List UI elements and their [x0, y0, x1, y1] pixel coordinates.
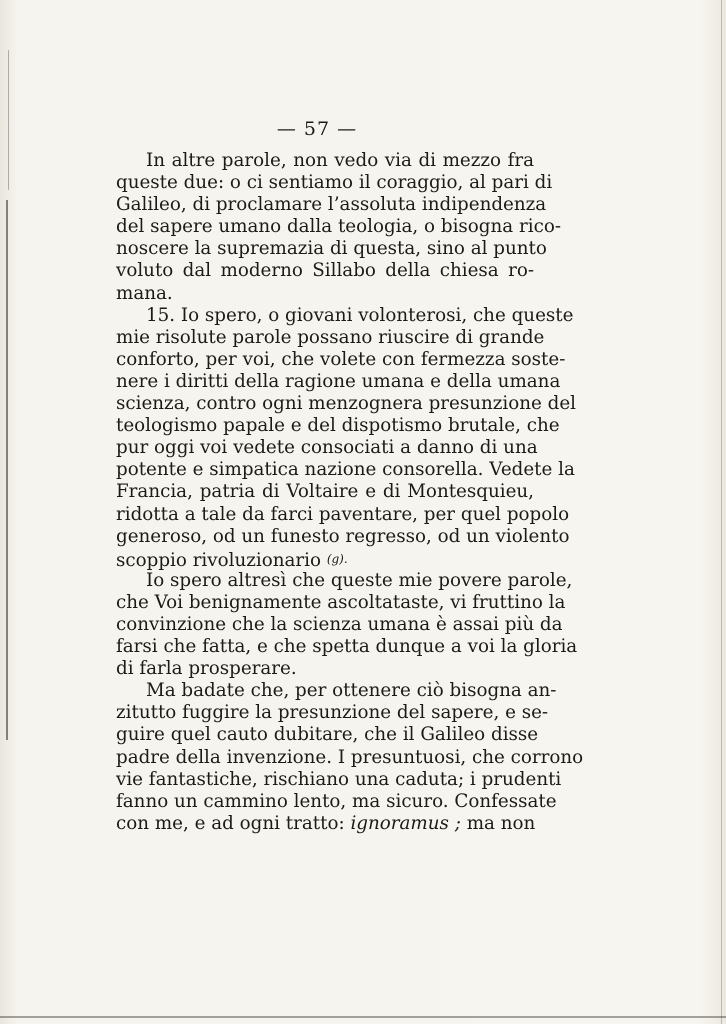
text-line: padre della invenzione. I presuntuosi, che corrono — [116, 746, 584, 768]
text-line: generoso, od un funesto regresso, od un violento — [116, 525, 570, 547]
text-line-part: ma non — [466, 812, 536, 834]
text-line: teologismo papale e del dispotismo brutale, che — [116, 415, 560, 437]
text-line: 15. Io spero, o giovani volonterosi, che queste — [146, 304, 574, 326]
text-line: farsi che fatta, e che spetta dunque a voi la gloria — [116, 636, 578, 658]
text-line: mie risolute parole possano riuscire di grande — [116, 326, 545, 348]
text-line: conforto, per voi, che volete con fermezza soste- — [116, 348, 566, 370]
text-line: guire quel cauto dubitare, che il Galileo disse — [116, 724, 539, 746]
italic-word: ignoramus ; — [350, 812, 461, 834]
text-line: noscere la supremazia di questa, sino al punto — [116, 238, 547, 260]
text-line: In altre parole, non vedo via di mezzo fra — [146, 150, 534, 171]
text-line: di farla prosperare. — [116, 658, 297, 680]
page-number: — 57 — — [276, 118, 358, 140]
text-line: voluto dal moderno Sillabo della chiesa ro- — [116, 260, 534, 282]
text-line: potente e simpatica nazione consorella. Vedete la — [116, 459, 575, 481]
text-line — [116, 813, 534, 835]
text-line: pur oggi voi vedete consociati a danno di una — [116, 437, 538, 459]
text-line: vie fantastiche, rischiano una caduta; i prudenti — [116, 768, 562, 790]
text-line: convinzione che la scienza umana è assai più da — [116, 613, 563, 635]
text-line: fanno un cammino lento, ma sicuro. Confessate — [116, 790, 557, 812]
footnote-reference: (g). — [326, 551, 348, 566]
text-line: nere i diritti della ragione umana e della umana — [116, 370, 561, 392]
text-line — [116, 548, 534, 570]
text-line: Io spero altresì che queste mie povere parole, — [146, 569, 573, 591]
text-line-part: con me, e ad ogni tratto: — [116, 812, 345, 834]
text-line: del sapere umano dalla teologia, o bisogna rico- — [116, 216, 561, 238]
page-edge-right — [721, 0, 722, 1024]
text-line: queste due: o ci sentiamo il coraggio, al pari di — [116, 172, 553, 194]
page-edge-bottom — [0, 1016, 726, 1018]
text-line: zitutto fuggire la presunzione del sapere, e se- — [116, 702, 549, 724]
text-line: Francia, patria di Voltaire e di Montesquieu, — [116, 481, 534, 503]
text-line: Galileo, di proclamare l’assoluta indipendenza — [116, 194, 547, 216]
body-text — [116, 150, 584, 835]
text-line-part: scoppio rivoluzionario — [116, 549, 321, 571]
text-line: scienza, contro ogni menzognera presunzione del — [116, 393, 577, 415]
text-line: mana. — [116, 282, 173, 304]
text-line: che Voi benignamente ascoltataste, vi fruttino la — [116, 591, 566, 613]
text-line: Ma badate che, per ottenere ciò bisogna an- — [146, 680, 557, 702]
binding-mark — [6, 200, 11, 740]
text-line: ridotta a tale da farci paventare, per quel popolo — [116, 503, 570, 525]
